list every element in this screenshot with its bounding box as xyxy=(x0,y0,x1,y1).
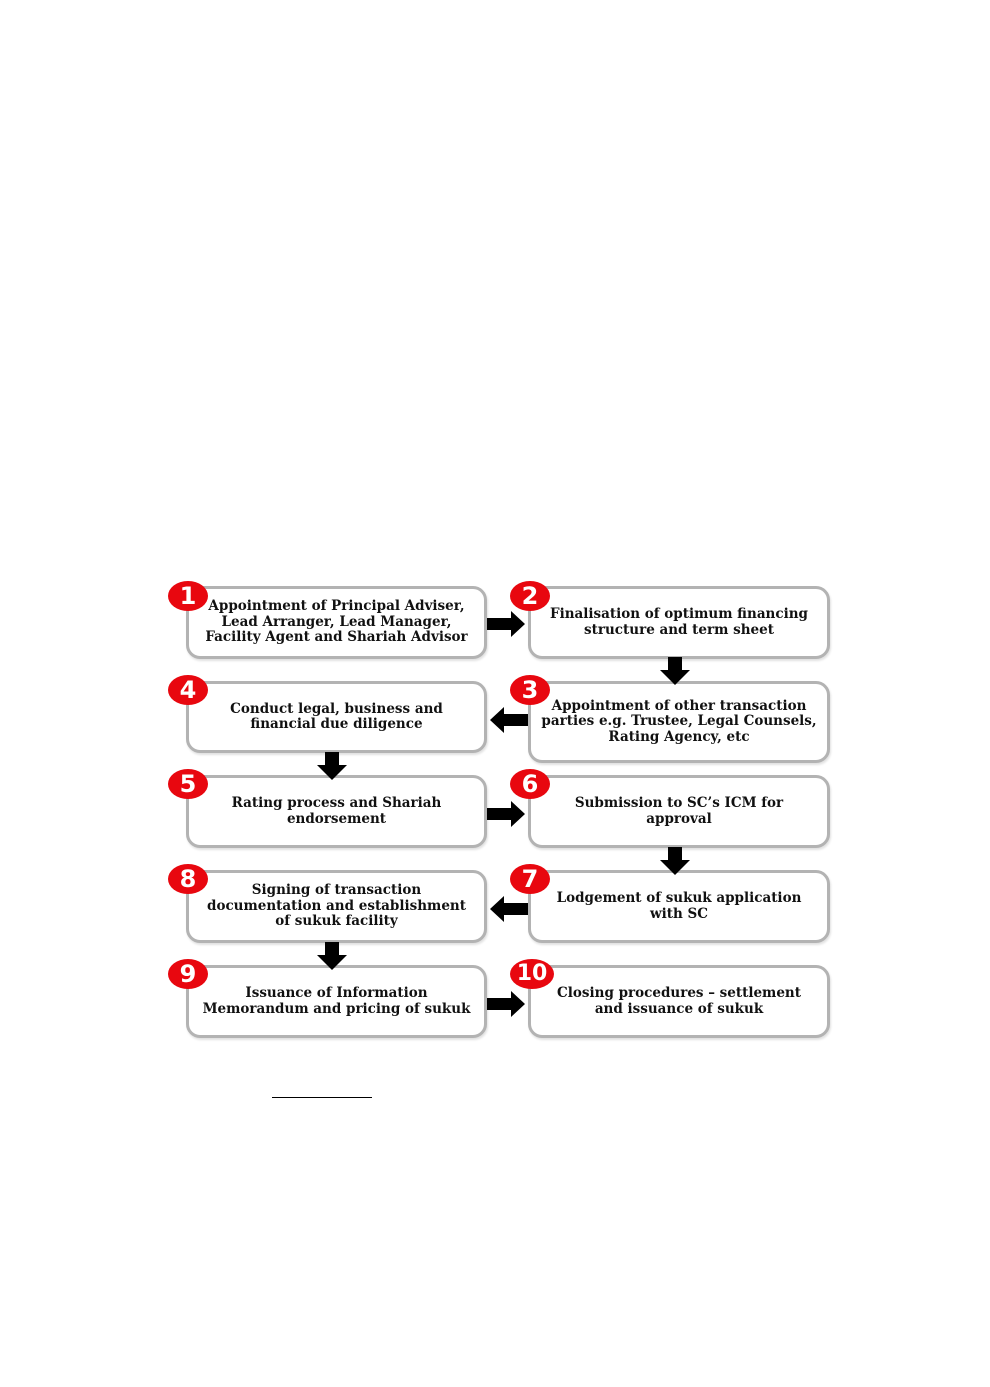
step-2-text: Finalisation of optimum financing structure and term sheet xyxy=(550,606,808,638)
step-7-text: Lodgement of sukuk application with SC xyxy=(556,890,802,922)
arrow-left-7-to-8 xyxy=(488,896,528,922)
step-3-box xyxy=(528,681,830,763)
step-3-badge: 3 xyxy=(510,675,550,705)
step-1-box xyxy=(186,586,487,659)
arrow-right-5-to-6 xyxy=(487,801,527,827)
step-10-box xyxy=(528,965,830,1038)
step-1-text: Appointment of Principal Adviser, Lead Arranger, Lead Manager, Facility Agent and Shariah Advisor xyxy=(205,598,468,646)
arrow-down-4-to-5 xyxy=(317,752,347,780)
step-4-badge: 4 xyxy=(168,675,208,705)
step-5-text: Rating process and Shariah endorsement xyxy=(231,795,442,827)
step-9-badge: 9 xyxy=(168,959,208,989)
arrow-down-6-to-7 xyxy=(660,847,690,875)
step-4-box xyxy=(186,681,487,753)
step-6-text: Submission to SC’s ICM for approval xyxy=(574,795,784,827)
arrow-down-2-to-3 xyxy=(660,657,690,685)
step-10-badge: 10 xyxy=(510,959,554,989)
arrow-left-3-to-4 xyxy=(488,707,528,733)
footnote-separator-line xyxy=(272,1097,372,1098)
step-7-badge: 7 xyxy=(510,864,550,894)
step-6-box xyxy=(528,775,830,848)
step-6-badge: 6 xyxy=(510,769,550,799)
step-3-text: Appointment of other transaction parties e.g. Trustee, Legal Counsels, Rating Agency, etc xyxy=(541,697,817,745)
step-8-box xyxy=(186,870,487,943)
step-10-text: Closing procedures – settlement and issuance of sukuk xyxy=(557,985,801,1017)
step-5-box xyxy=(186,775,487,848)
arrow-right-1-to-2 xyxy=(487,611,527,637)
step-1-badge: 1 xyxy=(168,581,208,611)
step-2-badge: 2 xyxy=(510,581,550,611)
step-4-text: Conduct legal, business and financial due diligence xyxy=(230,700,443,732)
step-8-text: Signing of transaction documentation and establishment of sukuk facility xyxy=(207,882,466,930)
arrow-down-8-to-9 xyxy=(317,942,347,970)
step-8-badge: 8 xyxy=(168,864,208,894)
arrow-right-9-to-10 xyxy=(487,991,527,1017)
step-5-badge: 5 xyxy=(168,769,208,799)
step-9-box xyxy=(186,965,487,1038)
step-2-box xyxy=(528,586,830,659)
step-7-box xyxy=(528,870,830,943)
step-9-text: Issuance of Information Memorandum and pricing of sukuk xyxy=(202,985,471,1017)
